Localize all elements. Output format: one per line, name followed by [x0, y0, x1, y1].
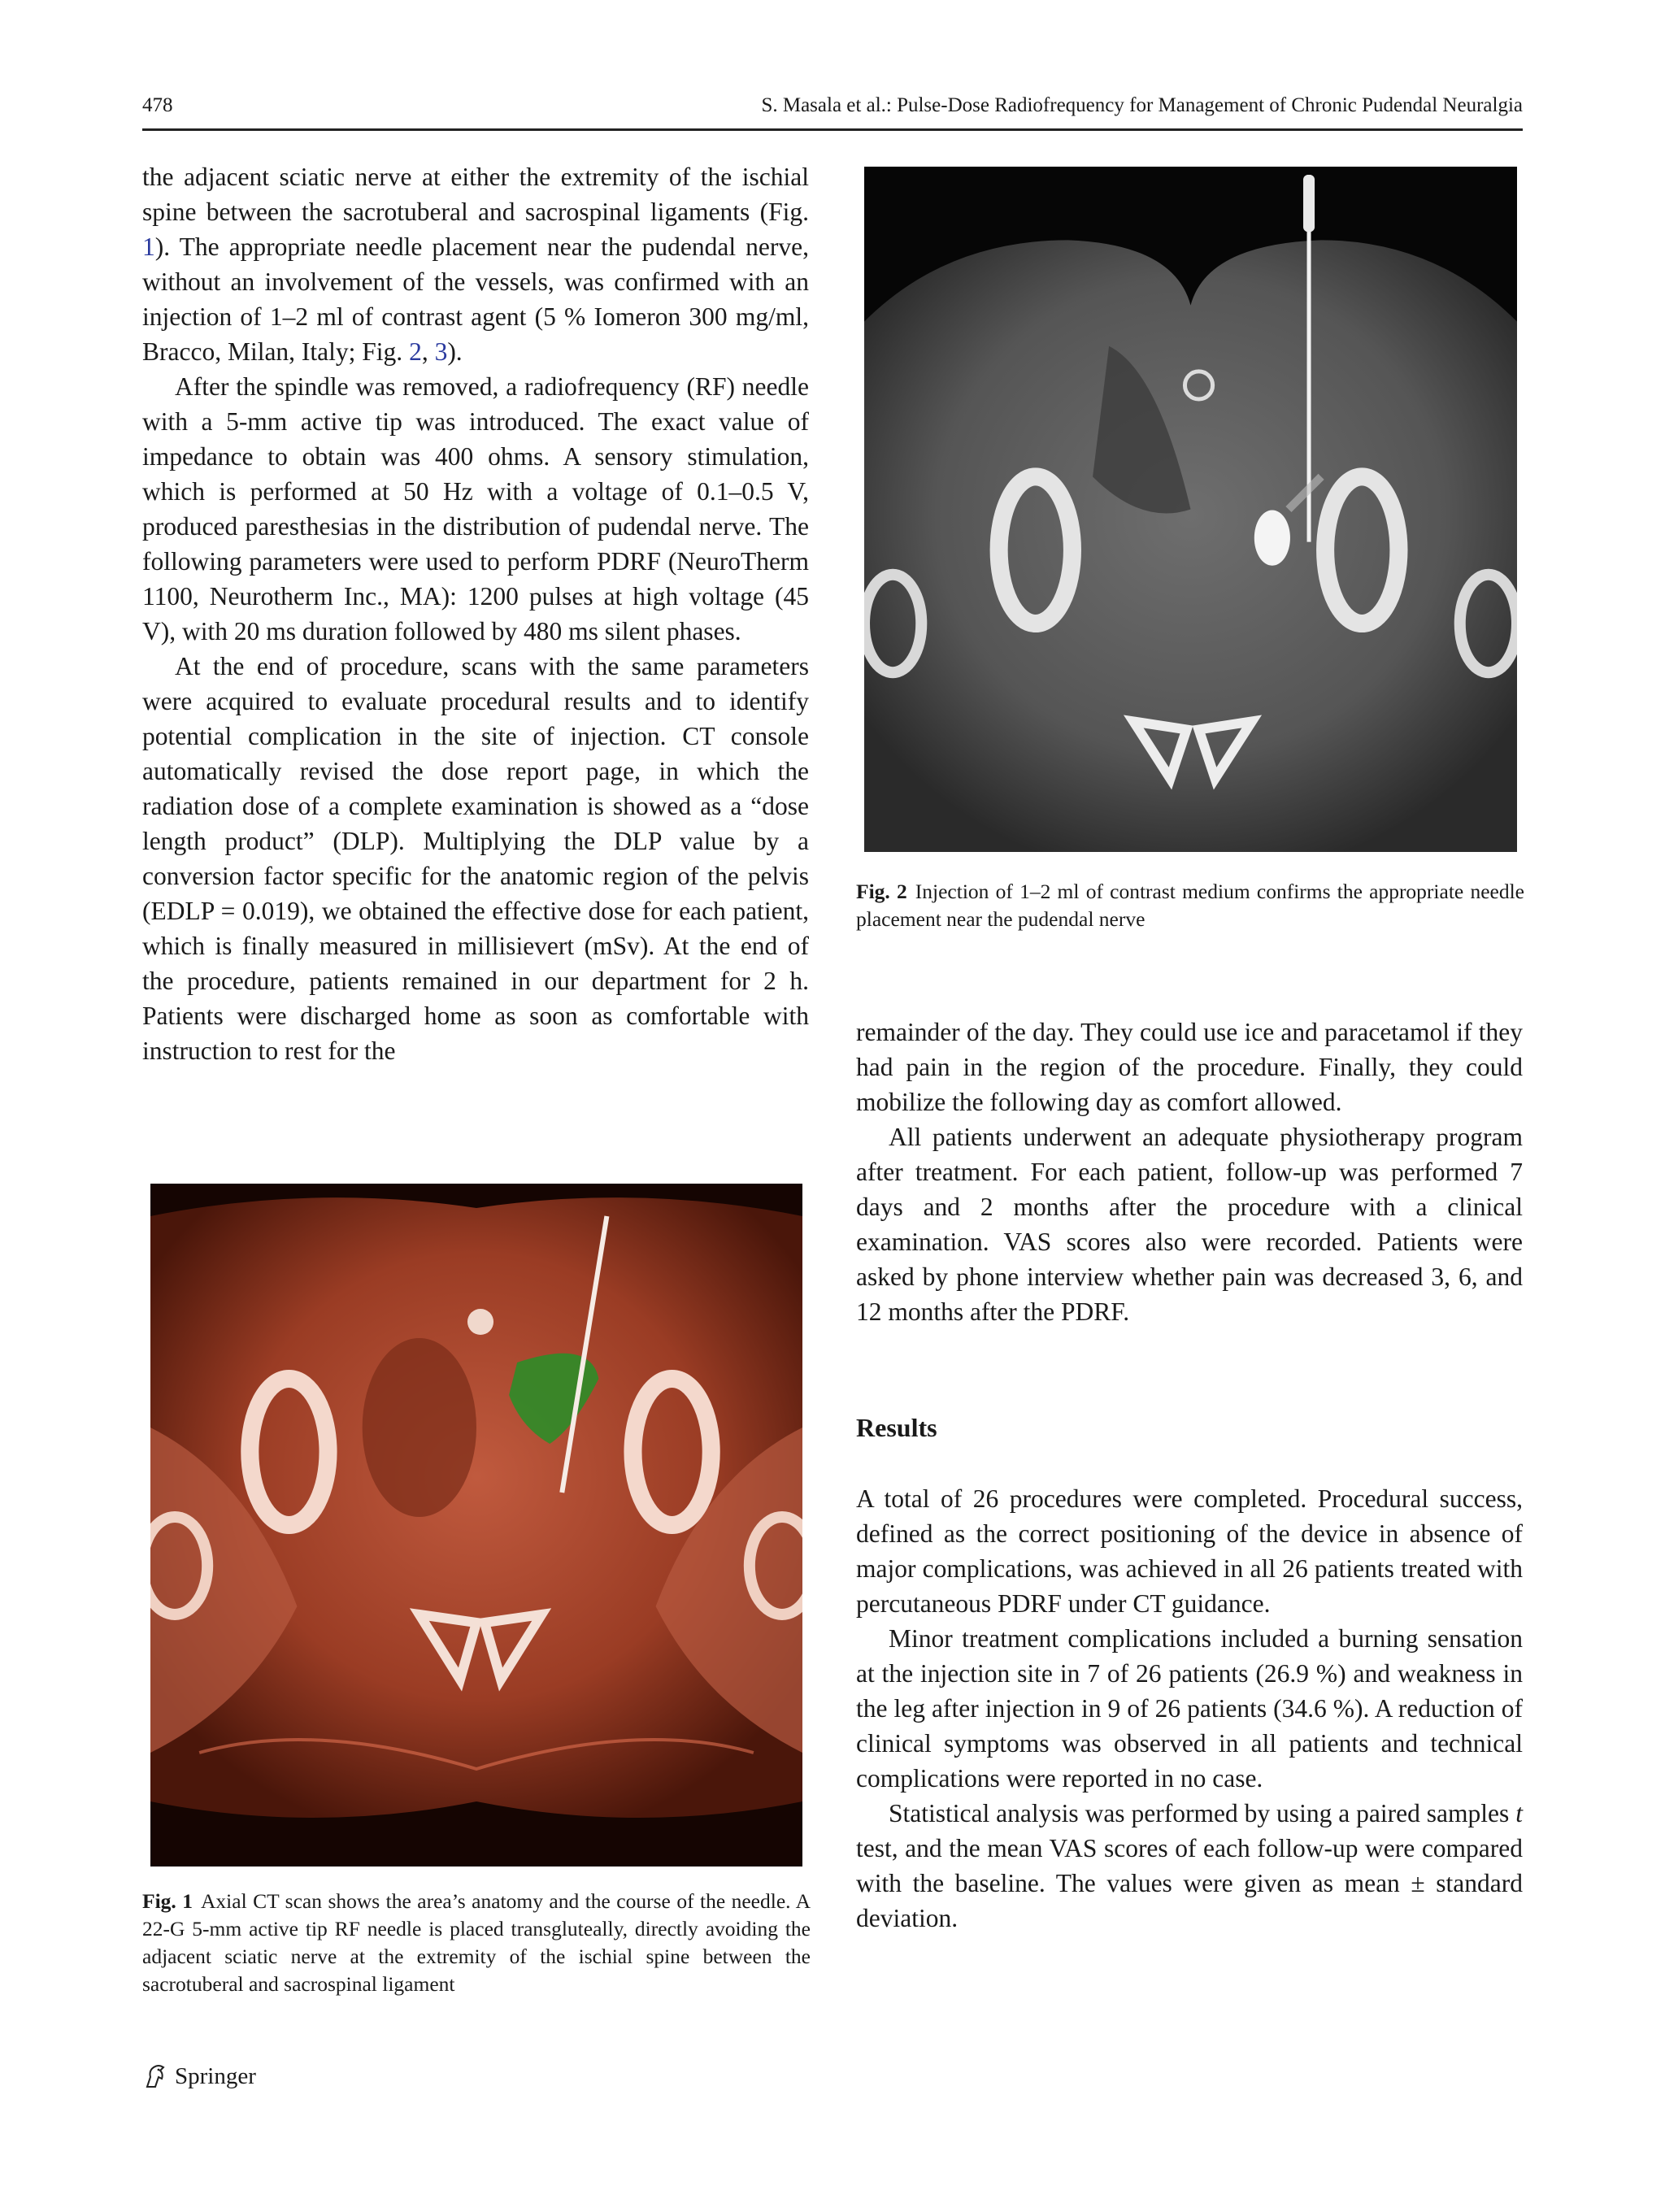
fig-3-link[interactable]: 3 — [434, 337, 448, 366]
figure-1-caption: Fig. 1 Axial CT scan shows the area’s anatomy and the course of the needle. A 22-G 5-mm active tip RF needle is placed transgluteally, directly avoiding the adjacent sciatic nerve at the extremity of the ischial spine between the sacrotuberal and sacrospinal ligament — [142, 1889, 811, 1996]
running-title: S. Masala et al.: Pulse-Dose Radiofrequency for Management of Chronic Pudendal Neuralgia — [761, 94, 1523, 116]
page-number: 478 — [142, 94, 173, 116]
results-section — [856, 1481, 1523, 1936]
figure-1-ct-image — [150, 1184, 802, 1867]
paragraph-follow-up: All patients underwent an adequate physiotherapy program after treatment. For each patient, follow-up was performed 7 days and 2 months after the procedure with a clinical examination. VAS scores also were recorded. Patients were asked by phone interview whether pain was decreased 3, 6, and 12 months after the PDRF. — [856, 1123, 1523, 1326]
figure-2 — [856, 167, 1524, 931]
paragraph-rf-needle: After the spindle was removed, a radiofrequency (RF) needle with a 5-mm active tip was introduced. The exact value of impedance to obtain was 400 ohms. A sensory stimulation, which is performed at 50 Hz with a voltage of 0.1–0.5 V, produced paresthesias in the distribution of pudendal nerve. The following parameters were used to perform PDRF (NeuroTherm 1100, Neurotherm Inc., MA): 1200 pulses at high voltage (45 V), with 20 ms duration followed by 480 ms silent phases. — [142, 372, 809, 645]
paragraph-statistics: Statistical analysis was performed by using a paired samples t test, and the mean VAS scores of each follow-up were compared with the baseline. The values were given as mean ± standard deviation. — [856, 1799, 1523, 1932]
page-footer — [142, 2058, 256, 2094]
springer-horse-icon — [142, 2062, 170, 2090]
figure-2-caption: Fig. 2 Injection of 1–2 ml of contrast medium confirms the appropriate needle placement near the pudendal nerve — [856, 880, 1524, 931]
paragraph-dose: At the end of procedure, scans with the same parameters were acquired to evaluate procedural results and to identify potential complication in the site of injection. CT console automatically revised the dose report page, in which the radiation dose of a complete examination is showed as a “dose length product” (DLP). Multiplying the DLP value by a conversion factor specific for the anatomic region of the pelvis (EDLP = 0.019), we obtained the effective dose for each patient, which is finally measured in millisievert (mSv). At the end of the procedure, patients remained in our department for 2 h. Patients were discharged home as soon as comfortable with instruction to rest for the — [142, 652, 809, 1065]
page-header — [142, 88, 1523, 131]
publisher-name: Springer — [175, 2062, 256, 2089]
fig-1-link[interactable]: 1 — [142, 232, 155, 261]
fig-2-link[interactable]: 2 — [409, 337, 422, 366]
paragraph-complications: Minor treatment complications included a burning sensation at the injection site in 7 of 26 patients (26.9 %) and weakness in the leg after injection in 9 of 26 patients (34.6 %). A reduction of clinical symptoms was observed in all patients and technical complications were reported in no case. — [856, 1624, 1523, 1793]
paragraph-discharge: remainder of the day. They could use ice and paracetamol if they had pain in the region of the procedure. Finally, they could mobilize the following day as comfort allowed. — [856, 1018, 1523, 1116]
figure-2-ct-image — [864, 167, 1517, 852]
results-heading: Results — [856, 1413, 937, 1442]
left-column — [142, 159, 809, 1068]
figure-1 — [142, 1184, 811, 1996]
right-column-upper — [856, 1015, 1523, 1329]
paragraph-results-total: A total of 26 procedures were completed. Procedural success, defined as the correct positioning of the device in absence of major complications, was achieved in all 26 patients treated with percutaneous PDRF under CT guidance. — [856, 1484, 1523, 1618]
paragraph-needle-placement: the adjacent sciatic nerve at either the extremity of the ischial spine between the sacrotuberal and sacrospinal ligaments (Fig. 1). The appropriate needle placement near the pudendal nerve, without an involvement of the vessels, was confirmed with an injection of 1–2 ml of contrast agent (5 % Iomeron 300 mg/ml, Bracco, Milan, Italy; Fig. 2, 3). — [142, 163, 809, 366]
figure-1-label: Fig. 1 — [142, 1889, 193, 1913]
figure-2-label: Fig. 2 — [856, 880, 907, 903]
